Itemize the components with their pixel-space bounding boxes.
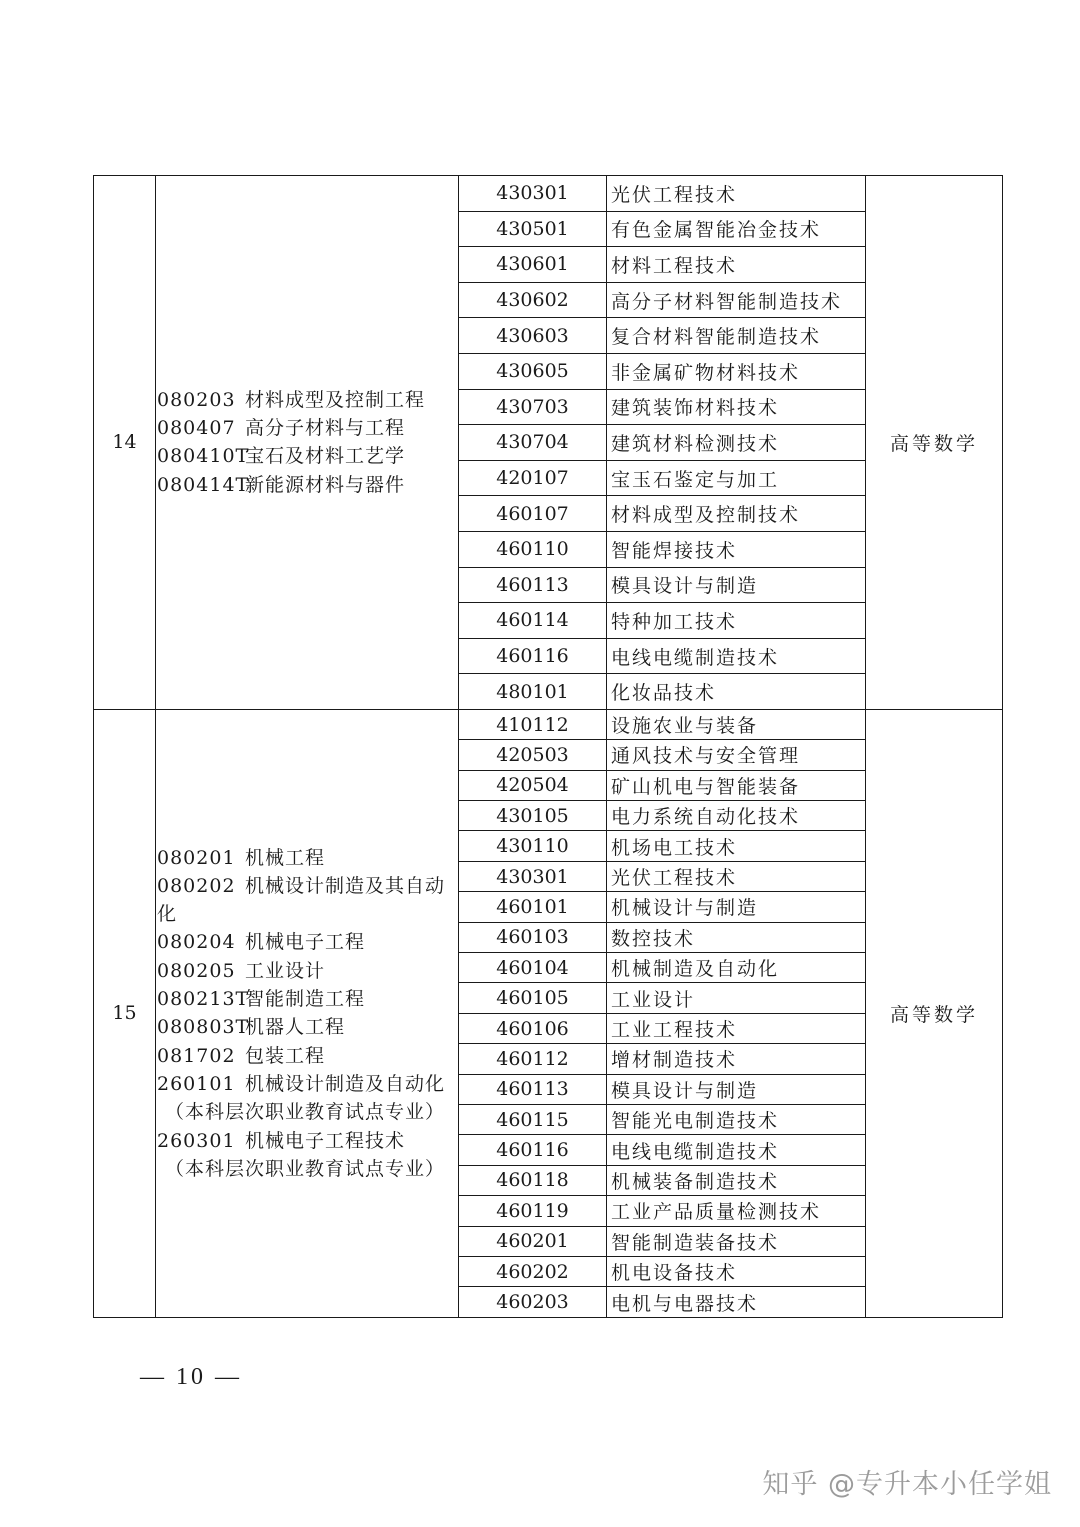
major-name: 机械电子工程: [245, 931, 366, 954]
specialty-code: 460113: [459, 1074, 607, 1104]
specialty-code: 430605: [459, 353, 607, 389]
major-code: 080205: [157, 959, 236, 982]
table-body: [94, 176, 1003, 1318]
specialty-code: 430703: [459, 389, 607, 425]
specialty-code: 430110: [459, 831, 607, 861]
specialty-code: 430301: [459, 861, 607, 891]
major-name: 材料成型及控制工程: [245, 388, 426, 411]
specialty-code: 460103: [459, 922, 607, 952]
specialty-name: 复合材料智能制造技术: [607, 318, 866, 354]
specialty-code: 420503: [459, 740, 607, 770]
specialty-code: 430602: [459, 282, 607, 318]
specialty-code: 460110: [459, 531, 607, 567]
catalog-table-container: [93, 175, 1002, 1318]
undergraduate-major: [157, 1127, 458, 1184]
specialty-name: 模具设计与制造: [607, 567, 866, 603]
major-code: 080202: [157, 874, 236, 897]
major-name: 机器人工程: [245, 1016, 346, 1039]
specialty-code: 460104: [459, 953, 607, 983]
specialty-name: 机场电工技术: [607, 831, 866, 861]
specialty-code: 420504: [459, 770, 607, 800]
specialty-name: 电力系统自动化技术: [607, 801, 866, 831]
specialty-name: 智能制造装备技术: [607, 1226, 866, 1256]
major-note: （本科层次职业教育试点专业）: [165, 1157, 446, 1180]
specialty-name: 光伏工程技术: [607, 861, 866, 891]
specialty-code: 460105: [459, 983, 607, 1013]
specialty-code: 460116: [459, 1135, 607, 1165]
major-code: 080414T: [157, 473, 250, 496]
major-code: 260301: [157, 1129, 236, 1152]
specialty-code: 430601: [459, 247, 607, 283]
major-code: 081702: [157, 1044, 236, 1067]
specialty-code: 480101: [459, 674, 607, 710]
major-mapping-table: [93, 175, 1003, 1318]
undergraduate-major: [157, 1070, 458, 1127]
specialty-name: 高分子材料智能制造技术: [607, 282, 866, 318]
specialty-name: 非金属矿物材料技术: [607, 353, 866, 389]
specialty-name: 有色金属智能冶金技术: [607, 211, 866, 247]
specialty-code: 460203: [459, 1287, 607, 1317]
exam-subject: 高等数学: [866, 176, 1003, 710]
specialty-name: 特种加工技术: [607, 603, 866, 639]
undergraduate-major: [157, 1042, 458, 1070]
specialty-code: 460115: [459, 1104, 607, 1134]
undergraduate-major: [157, 442, 458, 470]
major-code: 080201: [157, 846, 236, 869]
major-code: 080213T: [157, 988, 250, 1011]
group-number: 14: [94, 176, 156, 710]
specialty-name: 工业工程技术: [607, 1013, 866, 1043]
specialty-name: 电线电缆制造技术: [607, 1135, 866, 1165]
table-row: [94, 709, 1003, 739]
specialty-name: 机电设备技术: [607, 1256, 866, 1286]
specialty-code: 430603: [459, 318, 607, 354]
major-name: 机械工程: [245, 846, 326, 869]
major-name: 包装工程: [245, 1044, 326, 1067]
undergraduate-major: [157, 414, 458, 442]
major-code: 260101: [157, 1072, 236, 1095]
specialty-name: 电机与电器技术: [607, 1287, 866, 1317]
specialty-name: 通风技术与安全管理: [607, 740, 866, 770]
specialty-code: 460119: [459, 1196, 607, 1226]
major-name: 高分子材料与工程: [245, 417, 406, 440]
specialty-code: 460113: [459, 567, 607, 603]
undergraduate-major: [157, 471, 458, 499]
undergraduate-majors-cell: [156, 176, 459, 710]
major-name: 新能源材料与器件: [245, 473, 406, 496]
undergraduate-major: [157, 386, 458, 414]
specialty-code: 430704: [459, 425, 607, 461]
undergraduate-major: [157, 928, 458, 956]
specialty-name: 数控技术: [607, 922, 866, 952]
specialty-name: 机械设计与制造: [607, 892, 866, 922]
major-code: 080407: [157, 417, 236, 440]
specialty-name: 矿山机电与智能装备: [607, 770, 866, 800]
major-name: 机械电子工程技术: [245, 1129, 406, 1152]
specialty-name: 光伏工程技术: [607, 176, 866, 212]
major-name: 智能制造工程: [245, 988, 366, 1011]
major-name: 宝石及材料工艺学: [245, 445, 406, 468]
specialty-name: 工业产品质量检测技术: [607, 1196, 866, 1226]
specialty-code: 460106: [459, 1013, 607, 1043]
specialty-code: 460201: [459, 1226, 607, 1256]
undergraduate-major: [157, 872, 458, 929]
group-number: 15: [94, 709, 156, 1317]
specialty-code: 430301: [459, 176, 607, 212]
specialty-name: 建筑装饰材料技术: [607, 389, 866, 425]
page-number: — 10 —: [140, 1364, 242, 1390]
specialty-code: 460116: [459, 638, 607, 674]
undergraduate-major: [157, 1013, 458, 1041]
specialty-code: 460112: [459, 1044, 607, 1074]
specialty-name: 宝玉石鉴定与加工: [607, 460, 866, 496]
major-code: 080204: [157, 931, 236, 954]
specialty-name: 材料成型及控制技术: [607, 496, 866, 532]
specialty-name: 工业设计: [607, 983, 866, 1013]
specialty-code: 460101: [459, 892, 607, 922]
major-code: 080410T: [157, 445, 250, 468]
table-row: [94, 176, 1003, 212]
specialty-name: 材料工程技术: [607, 247, 866, 283]
specialty-code: 430105: [459, 801, 607, 831]
specialty-name: 机械装备制造技术: [607, 1165, 866, 1195]
specialty-name: 电线电缆制造技术: [607, 638, 866, 674]
exam-subject: 高等数学: [866, 709, 1003, 1317]
major-code: 080203: [157, 388, 236, 411]
specialty-name: 建筑材料检测技术: [607, 425, 866, 461]
undergraduate-majors-cell: [156, 709, 459, 1317]
specialty-name: 智能光电制造技术: [607, 1104, 866, 1134]
specialty-name: 机械制造及自动化: [607, 953, 866, 983]
specialty-name: 智能焊接技术: [607, 531, 866, 567]
undergraduate-major: [157, 844, 458, 872]
specialty-code: 460114: [459, 603, 607, 639]
undergraduate-major: [157, 985, 458, 1013]
major-name: 机械设计制造及其自动化: [157, 874, 446, 926]
specialty-code: 460107: [459, 496, 607, 532]
major-note: （本科层次职业教育试点专业）: [165, 1101, 446, 1124]
specialty-code: 430501: [459, 211, 607, 247]
specialty-code: 420107: [459, 460, 607, 496]
specialty-name: 设施农业与装备: [607, 709, 866, 739]
specialty-name: 化妆品技术: [607, 674, 866, 710]
specialty-name: 模具设计与制造: [607, 1074, 866, 1104]
specialty-name: 增材制造技术: [607, 1044, 866, 1074]
undergraduate-major: [157, 957, 458, 985]
specialty-code: 410112: [459, 709, 607, 739]
major-name: 机械设计制造及自动化: [245, 1072, 446, 1095]
major-name: 工业设计: [245, 959, 326, 982]
specialty-code: 460118: [459, 1165, 607, 1195]
watermark: 知乎 @专升本小任学姐: [762, 1469, 1052, 1500]
specialty-code: 460202: [459, 1256, 607, 1286]
major-code: 080803T: [157, 1016, 250, 1039]
